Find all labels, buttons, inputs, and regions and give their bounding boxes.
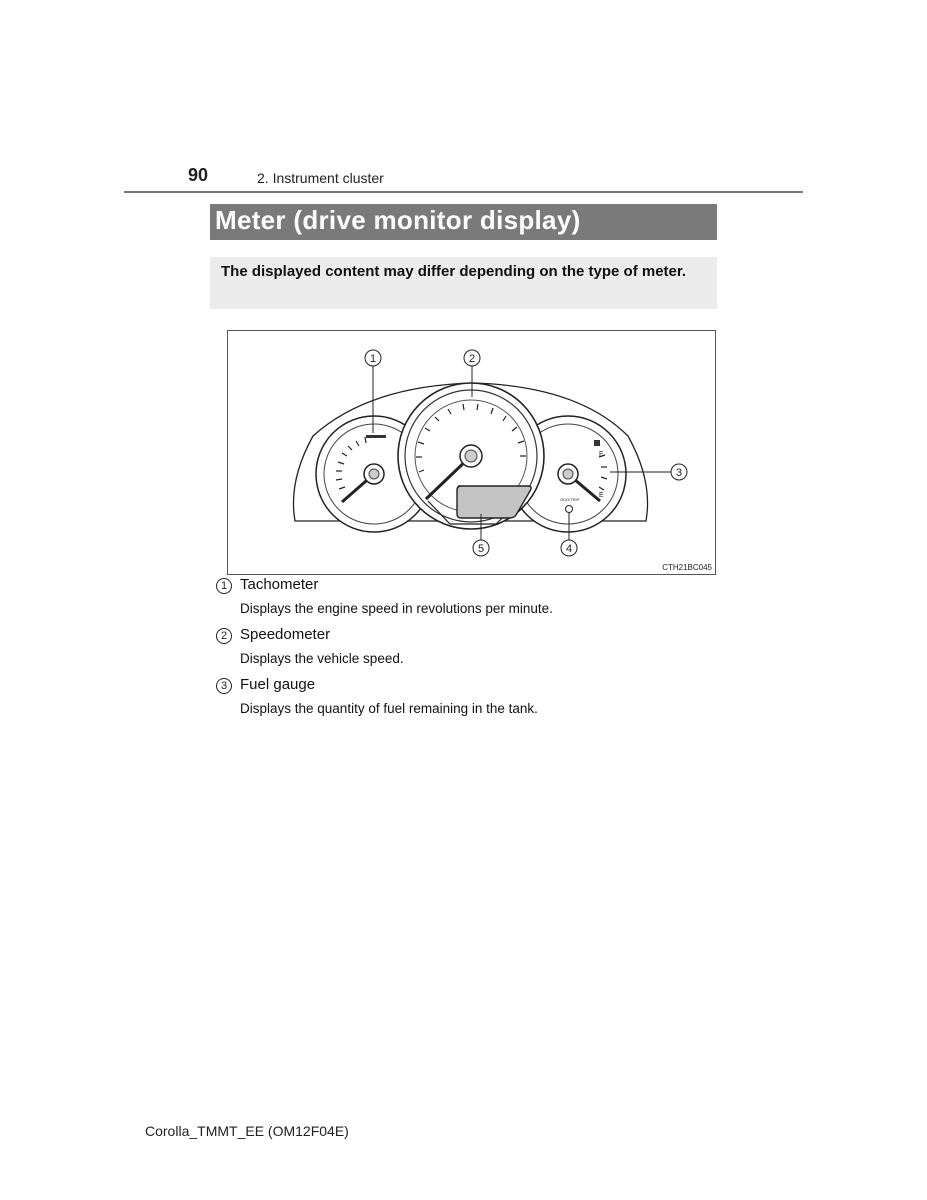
chapter-title: 2. Instrument cluster (257, 170, 384, 186)
item-description: Displays the vehicle speed. (240, 651, 404, 666)
instrument-cluster-figure (227, 330, 716, 575)
callout-3-label: 3 (675, 467, 683, 479)
figure-code: CTH21BC045 (662, 563, 712, 572)
callout-1 (365, 350, 381, 366)
callout-2-label: 2 (468, 353, 476, 365)
callout-5 (473, 540, 489, 556)
section-title: Meter (drive monitor display) (215, 205, 581, 235)
item-number: 1 (216, 578, 232, 594)
callout-4-label: 4 (565, 543, 573, 555)
callout-3 (671, 464, 687, 480)
callout-2 (464, 350, 480, 366)
odo-trip-button (566, 506, 573, 513)
fuel-empty-label: E (599, 492, 604, 499)
odo-trip-label: ODO/TRIP (560, 497, 580, 502)
callout-1-label: 1 (369, 353, 377, 365)
callout-5-label: 5 (477, 543, 485, 555)
callout-4 (561, 540, 577, 556)
page-number: 90 (188, 165, 209, 185)
item-description: Displays the engine speed in revolutions per minute. (240, 601, 553, 616)
item-title: Tachometer (240, 576, 319, 593)
header-divider (124, 191, 803, 193)
fuel-full-label: F (599, 451, 604, 458)
item-title: Fuel gauge (240, 676, 316, 693)
section-title-bar (210, 204, 717, 240)
item-number: 2 (216, 628, 232, 644)
instrument-cluster-illustration (228, 331, 717, 576)
intro-text: The displayed content may differ depending on the type of meter. (221, 263, 687, 280)
item-number: 3 (216, 678, 232, 694)
intro-box (210, 257, 717, 309)
item-title: Speedometer (240, 626, 331, 643)
page-footer: Corolla_TMMT_EE (OM12F04E) (145, 1123, 349, 1139)
item-description: Displays the quantity of fuel remaining in the tank. (240, 701, 538, 716)
